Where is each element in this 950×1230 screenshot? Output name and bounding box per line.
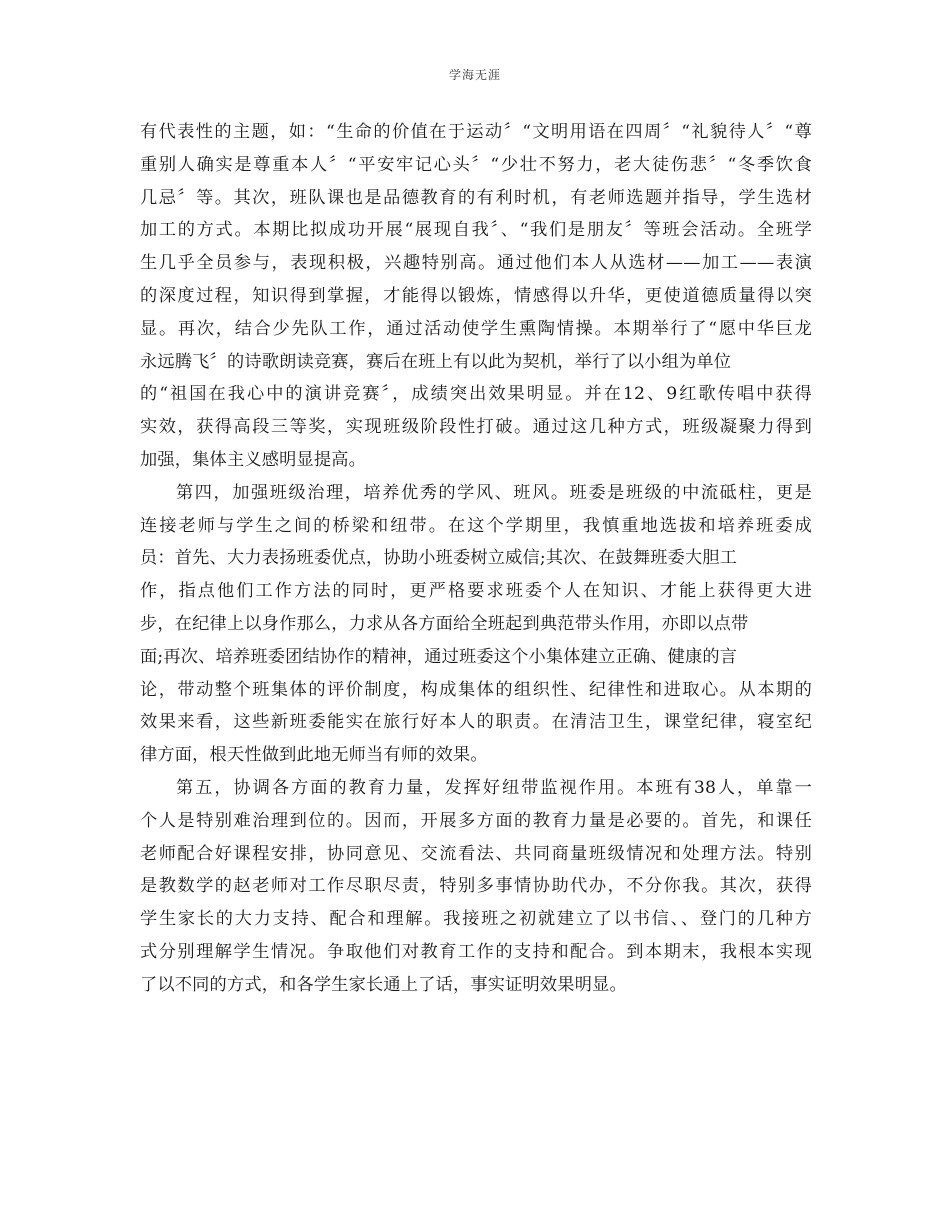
text-line: 论，带动整个班集体的评价制度，构成集体的组织性、纪律性和进取心。从本期的 xyxy=(140,679,812,700)
text-line: 了以不同的方式，和各学生家长通上了话，事实证明效果明显。 xyxy=(140,974,627,995)
text-line: 是教数学的赵老师对工作尽职尽责，特别多事情协助代办，不分你我。其次，获得 xyxy=(140,876,812,897)
text-line: 面;再次、培养班委团结协作的精神，通过班委这个小集体建立正确、健康的言 xyxy=(140,646,738,667)
text-line: 的“祖国在我心中的演讲竞赛〞，成绩突出效果明显。并在12、9红歌传唱中获得 xyxy=(140,384,812,405)
text-line: 学生家长的大力支持、配合和理解。我接班之初就建立了以书信、、登门的几种方 xyxy=(140,909,812,930)
text-line: 律方面，根天性做到此地无师当有师的效果。 xyxy=(140,745,488,766)
text-line: 员：首先、大力表扬班委优点，协助小班委树立威信;其次、在鼓舞班委大胆工 xyxy=(140,548,738,569)
paragraph xyxy=(140,477,812,772)
text-line: 的深度过程，知识得到掌握，才能得以锻炼，情感得以升华，更使道德质量得以突 xyxy=(140,285,812,306)
text-line: 步，在纪律上以身作那么，力求从各方面给全班起到典范带头作用，亦即以点带 xyxy=(140,613,749,634)
text-line: 重别人确实是尊重本人〞“平安牢记心头〞“少壮不努力，老大徒伤悲〞“冬季饮食 xyxy=(140,154,812,175)
text-line: 效果来看，这些新班委能实在旅行好本人的职责。在清洁卫生，课堂纪律，寝室纪 xyxy=(140,712,812,733)
text-line: 作，指点他们工作方法的同时，更严格要求班委个人在知识、才能上获得更大进 xyxy=(140,581,812,602)
text-line: 第四，加强班级治理，培养优秀的学风、班风。班委是班级的中流砥柱，更是 xyxy=(176,482,812,503)
text-line: 有代表性的主题，如：“生命的价值在于运动〞“文明用语在四周〞“礼貌待人〞“尊 xyxy=(140,122,812,142)
paragraph xyxy=(140,116,812,477)
text-line: 显。再次，结合少先队工作，通过活动使学生熏陶情操。本期举行了“愿中华巨龙 xyxy=(140,318,812,339)
document-body xyxy=(140,116,812,1002)
text-line: 连接老师与学生之间的桥梁和纽带。在这个学期里，我慎重地选拔和培养班委成 xyxy=(140,515,812,536)
text-line: 几忌〞等。其次，班队课也是品德教育的有利时机，有老师选题并指导，学生选材 xyxy=(140,187,812,208)
text-line: 第五，协调各方面的教育力量，发挥好纽带监视作用。本班有38人，单靠一 xyxy=(176,777,812,798)
text-line: 式分别理解学生情况。争取他们对教育工作的支持和配合。到本期末，我根本实现 xyxy=(140,941,812,962)
text-line: 生几乎全员参与，表现积极，兴趣特别高。通过他们本人从选材——加工——表演 xyxy=(140,253,812,274)
text-line: 加强，集体主义感明显提高。 xyxy=(140,449,367,470)
text-line: 实效，获得高段三等奖，实现班级阶段性打破。通过这几种方式，班级凝聚力得到 xyxy=(140,417,812,438)
text-line: 永远腾飞〞的诗歌朗读竞赛，赛后在班上有以此为契机，举行了以小组为单位 xyxy=(140,351,732,372)
text-line: 老师配合好课程安排，协同意见、交流看法、共同商量班级情况和处理方法。特别 xyxy=(140,843,812,864)
text-line: 加工的方式。本期比拟成功开展“展现自我〞、“我们是朋友〞等班会活动。全班学 xyxy=(140,220,812,241)
paragraph xyxy=(140,772,812,1002)
page-header: 学海无涯 xyxy=(448,68,501,82)
text-line: 个人是特别难治理到位的。因而，开展多方面的教育力量是必要的。首先，和课任 xyxy=(140,810,812,831)
